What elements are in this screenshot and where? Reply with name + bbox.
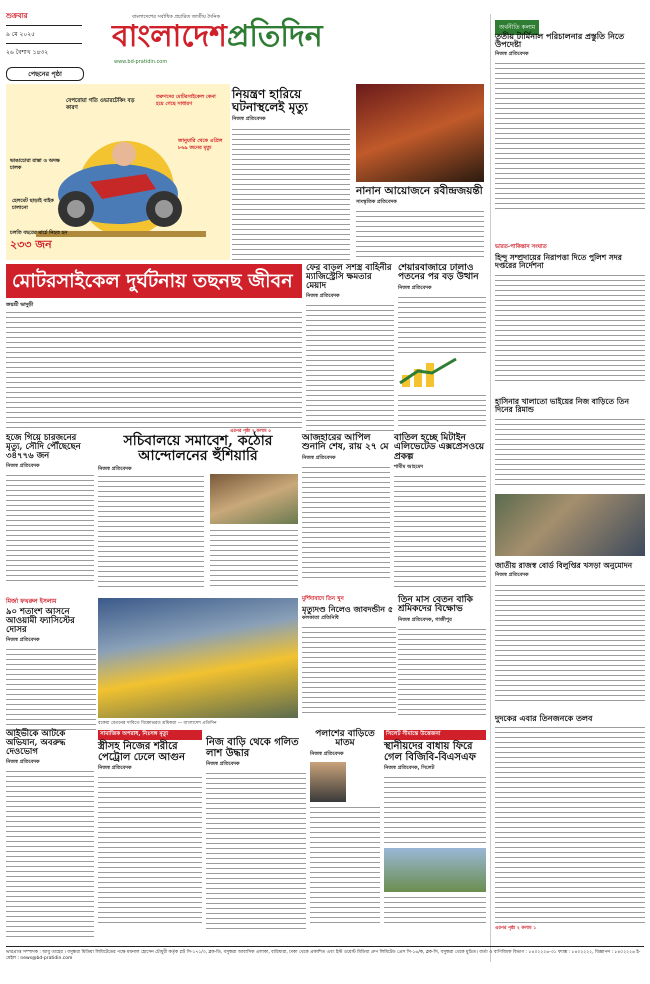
kicker: মির্জা ফখরুল ইসলাম [6, 598, 57, 605]
headline[interactable]: নিজ বাড়ি থেকে গলিত লাশ উদ্ধার [206, 737, 299, 759]
story-rabindra[interactable] [356, 186, 484, 264]
continued-link[interactable]: এরপর পৃষ্ঠা ২ কলাম ১ [495, 926, 537, 932]
story-palashi[interactable] [310, 730, 380, 940]
right-sidebar [490, 14, 650, 962]
cartoon-caption-3: ভাঙাচোরা রাস্তা ও অদক্ষ চালক [10, 158, 60, 171]
headline[interactable]: ফের বাড়ল সশস্ত্র বাহিনীর ম্যাজিস্ট্রেসি ক্ষমতার মেয়াদ [306, 263, 392, 291]
headline[interactable]: নিয়ন্ত্রণ হারিয়ে ঘটনাস্থলেই মৃত্যু [232, 87, 308, 114]
headline[interactable]: তিন মাস বেতন বাকি শ্রমিকদের বিক্ষোভ [398, 595, 473, 615]
date-bn: ২৬ বৈশাখ ১৪৩২ [6, 49, 49, 56]
cartoon-caption-4: জানুয়ারি থেকে এপ্রিল ৮৬৯ জনের মৃত্যু [178, 138, 223, 151]
lead-headline-bar[interactable] [6, 264, 302, 298]
counter-label: চলতি বছরের মার্চে নিহত হন [10, 230, 68, 236]
byline: নিজস্ব প্রতিবেদক [6, 758, 40, 765]
date-en: ৯ মে ২০২৫ [6, 31, 36, 38]
byline: নিজস্ব প্রতিবেদক [306, 292, 340, 299]
byline: নিজস্ব প্রতিবেদক [495, 571, 529, 578]
headline[interactable]: পলাশের বাড়িতে মাতম [315, 729, 375, 749]
sidebar-story-3[interactable] [495, 398, 645, 485]
motorcycle-cartoon [6, 84, 230, 260]
byline: শামীম আহমেদ [394, 464, 424, 471]
kicker: সামাজিক অপরাধ, নিঃসঙ্গ মৃত্যু [98, 730, 202, 740]
tagline: বাংলাদেশের সর্বাধিক প্রচারিত জাতীয় দৈনিক [132, 14, 220, 20]
headline[interactable]: ৯০ শতাংশ আসনে আওয়ামী ফ্যাসিস্টের দোসর [6, 607, 75, 635]
cartoon-caption-5: হেলমেট ছাড়াই বাইক চালানো [12, 198, 54, 211]
sidebar-story-4[interactable] [495, 562, 645, 703]
lead-continued[interactable]: এরপর পৃষ্ঠা ২ কলাম ৫ [230, 429, 272, 434]
counter-box [10, 230, 70, 255]
headline[interactable]: হাসিনার খালাতো ভাইয়ের নিজ বাড়িতে তিন দিনের রিমান্ড [495, 397, 630, 414]
story-wife[interactable] [98, 730, 202, 940]
headline[interactable]: শেয়ারবাজারে ঢালাও পতনের পর বড় উত্থান [398, 263, 479, 283]
dance-photo [356, 84, 484, 182]
story-body [232, 127, 350, 261]
sidebar-photo [495, 494, 645, 556]
byline: নিজস্ব প্রতিবেদক [6, 462, 40, 469]
byline: নিজস্ব প্রতিবেদক [232, 116, 266, 123]
headline[interactable]: স্ত্রীসহ নিজের শরীরে পেট্রোল ঢেলে আগুন [98, 741, 185, 763]
story-metro[interactable] [394, 434, 486, 594]
story-sylhet[interactable] [384, 730, 486, 940]
border-photo [384, 848, 486, 892]
story-justice[interactable] [302, 434, 390, 594]
headline[interactable]: আইভীকে আটকে অভিযান, অবরুদ্ধ দেওভোগ [6, 729, 66, 757]
logo-part-bangladesh: বাংলাদেশ [112, 19, 227, 54]
column-label: অর্থনীতি কলাম [495, 20, 539, 35]
story-body [356, 209, 484, 257]
story-murshidabad[interactable] [302, 596, 396, 726]
byline: নিজস্ব প্রতিবেদক [495, 50, 529, 57]
kicker: ভারত-পাকিস্তান সংঘাত [495, 244, 547, 250]
byline: কলকাতা প্রতিনিধি [302, 615, 339, 622]
cartoon-caption-1: বেপরোয়া গতি ওভারটেকিং বড় কারণ [66, 98, 135, 111]
headline[interactable]: হিন্দু সম্প্রদায়ের নিরাপত্তা দিতে পুলিশ সদর দপ্তরের নির্দেশনা [495, 253, 622, 270]
kicker: মুর্শিদাবাদে তিন খুন [302, 596, 344, 602]
website-link[interactable]: www.bd-pratidin.com [114, 59, 168, 65]
byline: নিজস্ব প্রতিবেদক [98, 466, 132, 473]
protest-photo-caption: বকেয়া বেতনের দাবিতে বিক্ষোভরত শ্রমিকরা — বাংলাদেশ প্রতিদিন [98, 721, 217, 726]
imprint-text: ভারপ্রাপ্ত সম্পাদক : আবু তাহের । বসুন্ধরা মিডিয়া লিমিটেডের পক্ষে ময়নাল হোসেন চৌধুরী কর্তৃক প্লট সি-১৭১/৩, ব্লক-ডি, বসুন্ধরা আবাসিক এলাকা, বারিধারা, ঢাকা থেকে প্রকাশিত এবং ইস্ট ওয়েস্ট মিডিয়া গ্রুপ লিমিটেড প্রেস সি-১৬/ক, ব্লক-সি, বসুন্ধরা থেকে মুদ্রিত। বার্তা ও বাণিজ্যিক বিভাগ : ৮৪০২২২৬-৩১ ফ্যাক্স : ৮৪০২২২২, বিজ্ঞাপন : ৮৪০২২২৬ ই-মেইল : news@bd-pratidin.com [6, 950, 641, 961]
story-lost-control[interactable] [232, 88, 350, 258]
byline: নিজস্ব প্রতিবেদক [206, 761, 240, 767]
headline[interactable]: নানান আয়োজনে রবীন্দ্রজয়ন্তী [356, 185, 483, 197]
byline: নিজস্ব প্রতিবেদক, সিলেট [384, 765, 435, 771]
headline[interactable]: মৃত্যুদণ্ড নিলেও জাবদন্ডীন ৫ [302, 604, 394, 614]
sidebar-story-1[interactable] [495, 32, 645, 211]
day: শুক্রবার [6, 12, 28, 20]
headline[interactable]: আজহারের আপিল শুনানি শেষ, রায় ২৭ মে [302, 433, 389, 453]
story-army[interactable] [306, 264, 394, 430]
lead-byline: জয়শ্রী ভাদুড়ী [6, 302, 34, 308]
palashi-portrait [310, 762, 346, 802]
byline: সাংস্কৃতিক প্রতিবেদক [356, 199, 397, 206]
byline: নিজস্ব প্রতিবেদক, গাজীপুর [398, 616, 452, 623]
imprint-footer [6, 946, 644, 981]
story-body-found[interactable] [206, 730, 306, 940]
byline: নিজস্ব প্রতিবেদক [310, 750, 344, 757]
story-secretariat[interactable] [98, 434, 298, 594]
secretariat-photo [210, 474, 298, 524]
byline: নিজস্ব প্রতিবেদক [302, 454, 336, 461]
story-share-market[interactable] [398, 264, 486, 430]
stock-rise-icon [398, 355, 486, 389]
story-wages[interactable] [398, 596, 486, 726]
lead-story-body [6, 310, 302, 428]
byline: নিজস্ব প্রতিবেদক [6, 636, 40, 643]
headline[interactable]: জাতীয় রাজস্ব বোর্ড বিলুপ্তির খসড়া অনুমোদন [495, 561, 633, 570]
kicker: সিলেট সীমান্তে উত্তেজনা [384, 730, 486, 740]
cartoon-caption-2: তরুণদের মোটরসাইকেল কেনা হয়ে গেছে সাধারণ [156, 94, 216, 107]
logo-part-pratidin: প্রতিদিন [226, 19, 323, 54]
story-hajj[interactable] [6, 434, 94, 586]
protest-photo [98, 598, 298, 718]
sidebar-story-2[interactable] [495, 244, 645, 381]
headline[interactable]: স্থানীয়দের বাধায় ফিরে গেল বিজিবি-বিএসএফ [384, 741, 476, 763]
headline[interactable]: দুদকের এবার তিনজনকে তলব [495, 713, 593, 723]
byline: নিজস্ব প্রতিবেদক [98, 765, 132, 771]
section-label[interactable]: পেছনের পৃষ্ঠা [6, 67, 84, 81]
story-mirza[interactable] [6, 596, 96, 726]
lead-headline[interactable]: মোটরসাইকেল দুর্ঘটনায় তছনছ জীবন [12, 270, 293, 292]
date-block [6, 10, 82, 58]
headline[interactable]: সচিবালয়ে সমাবেশ, কঠোর আন্দোলনের হুঁশিয়ারি [123, 433, 273, 464]
headline[interactable]: বাতিল হচ্ছে মিটাইন এলিভেটেড এক্সপ্রেসওয়ে প্রকল্প [394, 433, 485, 462]
counter-value: ২৩৩ জন [10, 238, 52, 251]
newspaper-logo[interactable] [112, 20, 352, 56]
byline: নিজস্ব প্রতিবেদক [398, 284, 432, 291]
sidebar-story-5[interactable] [495, 714, 645, 932]
headline[interactable]: হজে গিয়ে চারজনের মৃত্যু, সৌদি পৌঁছেছেন ৩৪৭৭৬ জন [6, 433, 81, 461]
headline[interactable]: তৃতীয় টার্মিনাল পরিচালনার প্রস্তুতি নিতে উপদেষ্টা [495, 31, 625, 50]
story-idb[interactable] [6, 730, 94, 940]
